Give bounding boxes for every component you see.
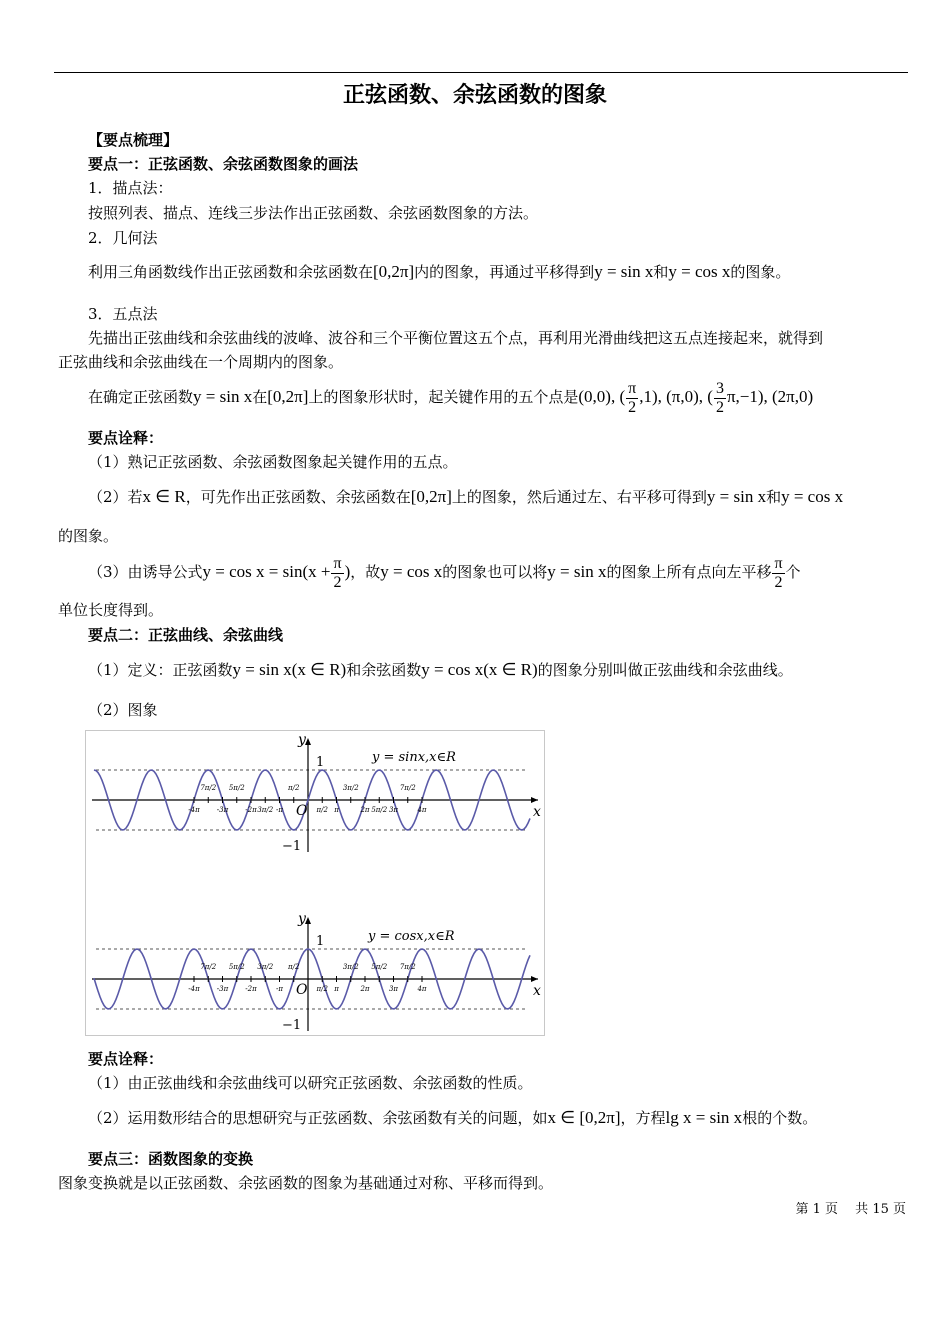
sin-tick-label-4: -2π bbox=[245, 806, 257, 814]
def-cos: y = cos x(x ∈ R) bbox=[421, 660, 538, 679]
cos-tick-label-1: 7π/2 bbox=[200, 963, 217, 971]
cos-tick-label-8: π/2 bbox=[316, 985, 328, 993]
five-text-c: 上的图象形状时，起关键作用的五个点是 bbox=[308, 388, 579, 406]
point1-heading: 要点一：正弦函数、余弦函数图象的画法 bbox=[88, 155, 359, 173]
def-text-c: 的图象分别叫做正弦曲线和余弦曲线。 bbox=[537, 661, 793, 679]
page-footer: 第 1 页 共 15 页 bbox=[795, 1202, 906, 1217]
sin-tick-label-15: 4π bbox=[417, 806, 427, 814]
sin-label-one: 1 bbox=[316, 755, 325, 770]
and-word: 和 bbox=[653, 263, 669, 281]
cos-tick-label-6: -π bbox=[276, 985, 283, 993]
method1-text: 按照列表、描点、连线三步法作出正弦函数、余弦函数图象的方法。 bbox=[88, 204, 539, 222]
five-points-c: π,−1), (2π,0) bbox=[726, 387, 814, 406]
sin-tick-label-10: 3π/2 bbox=[342, 784, 359, 792]
method1-label: 1．描点法： bbox=[88, 179, 173, 197]
five-text-b: 在 bbox=[252, 388, 268, 406]
note2-item-1: （1）由正弦曲线和余弦曲线可以研究正弦函数、余弦函数的性质。 bbox=[88, 1074, 533, 1092]
sin-tick-label-6: -π bbox=[276, 806, 283, 814]
cos-tick-label-12: 5π/2 bbox=[371, 963, 388, 971]
cos-function-label: y = cosx,x∈R bbox=[368, 929, 455, 944]
n3-cos: y = cos x bbox=[380, 562, 443, 581]
cos-tick-label-9: π bbox=[334, 985, 339, 993]
note2-item-2 bbox=[88, 1105, 817, 1131]
fraction-pi-over-2: $\frac{\pi}{2}$ bbox=[628, 379, 637, 416]
point3-heading: 要点三：函数图象的变换 bbox=[88, 1150, 254, 1168]
sin-origin-label: O bbox=[296, 803, 308, 819]
section-outline: 【要点梳理】 bbox=[88, 131, 179, 149]
cos-tick-label-3: 5π/2 bbox=[228, 963, 245, 971]
method3-label: 3．五点法 bbox=[88, 305, 158, 323]
n3-rparen: ) bbox=[344, 562, 351, 581]
n3-text-b: ，故 bbox=[350, 563, 381, 581]
sin-tick-label-1: 7π/2 bbox=[200, 784, 217, 792]
method2-text bbox=[88, 262, 790, 282]
definition-line bbox=[88, 660, 793, 680]
five-points-a: (0,0), ( bbox=[578, 387, 626, 406]
interval-formula: [0,2π] bbox=[373, 262, 415, 281]
page-title: 正弦函数、余弦函数的图象 bbox=[342, 83, 607, 108]
n2-text-b: ，可先作出正弦函数、余弦函数在 bbox=[185, 488, 411, 506]
point3-text: 图象变换就是以正弦函数、余弦函数的图象为基础通过对称、平移而得到。 bbox=[58, 1174, 554, 1192]
sin-tick-label-11: 2π bbox=[360, 806, 370, 814]
n3-formula: y = cos x = sin(x + bbox=[202, 562, 331, 581]
n2-text-c: 上的图象，然后通过左、右平移可得到 bbox=[451, 488, 707, 506]
note-2 bbox=[88, 487, 843, 507]
method3-text-1: 先描出正弦曲线和余弦曲线的波峰、波谷和三个平衡位置这五个点，再利用光滑曲线把这五点连接起来，就得到 bbox=[88, 329, 824, 347]
sin-tick-label-8: π/2 bbox=[316, 806, 328, 814]
note-2-end: 的图象。 bbox=[58, 527, 119, 545]
q2-text-a: （2）运用数形结合的思想研究与正弦函数、余弦函数有关的问题，如 bbox=[88, 1109, 548, 1127]
cos-tick-label-11: 2π bbox=[360, 985, 370, 993]
cos-tick-label-5: 3π/2 bbox=[257, 963, 274, 971]
n2-sin: y = sin x bbox=[706, 487, 767, 506]
sin-formula: y = sin x bbox=[594, 262, 654, 281]
cos-formula: y = cos x bbox=[668, 262, 731, 281]
sin-y-label: y bbox=[298, 732, 306, 748]
sin-tick-label-0: -4π bbox=[188, 806, 200, 814]
q2-equation: lg x = sin x bbox=[665, 1108, 743, 1127]
cos-tick-label-7: π/2 bbox=[288, 963, 300, 971]
n3-text-c: 的图象也可以将 bbox=[442, 563, 548, 581]
five-points-b: ,1), (π,0), ( bbox=[639, 387, 713, 406]
sin-label-neg-one: −1 bbox=[282, 839, 302, 854]
q2-text-b: ，方程 bbox=[620, 1109, 666, 1127]
header-rule bbox=[54, 72, 908, 73]
q2-x-interval: x ∈ [0,2π] bbox=[547, 1108, 621, 1127]
point2-heading: 要点二：正弦曲线、余弦曲线 bbox=[88, 626, 284, 644]
n3-fraction: $\frac{\pi}{2}$ bbox=[333, 554, 342, 591]
n3-text-e: 个 bbox=[785, 563, 801, 581]
five-text-a: 在确定正弦函数 bbox=[88, 388, 194, 406]
n3-sin: y = sin x bbox=[547, 562, 607, 581]
def-text-b: 和余弦函数 bbox=[346, 661, 422, 679]
graphs-svg bbox=[86, 731, 544, 1035]
n3-shift-fraction: $\frac{\pi}{2}$ bbox=[774, 554, 783, 591]
cos-tick-label-10: 3π/2 bbox=[342, 963, 359, 971]
n3-text-d: 的图象上所有点向左平移 bbox=[606, 563, 772, 581]
m2-text-a: 利用三角函数线作出正弦函数和余弦函数在 bbox=[88, 263, 374, 281]
sine-cosine-figure bbox=[85, 730, 545, 1036]
note2-heading: 要点诠释： bbox=[88, 1050, 164, 1068]
cos-label-one: 1 bbox=[316, 934, 325, 949]
def-text-a: （1）定义：正弦函数 bbox=[88, 661, 233, 679]
m2-text-b: 内的图象，再通过平移得到 bbox=[414, 263, 595, 281]
cos-tick-label-0: -4π bbox=[188, 985, 200, 993]
cos-tick-label-13: 3π bbox=[388, 985, 399, 993]
q2-text-c: 根的个数。 bbox=[742, 1109, 818, 1127]
five-points-line bbox=[88, 378, 813, 417]
method3-text-2: 正弦曲线和余弦曲线在一个周期内的图象。 bbox=[58, 353, 344, 371]
note-1: （1）熟记正弦函数、余弦函数图象起关键作用的五点。 bbox=[88, 453, 458, 471]
n2-and: 和 bbox=[766, 488, 782, 506]
sin-function-label: y = sinx,x∈R bbox=[372, 750, 456, 765]
sin-tick-label-2: -3π bbox=[216, 806, 229, 814]
five-sin-formula: y = sin x bbox=[193, 387, 253, 406]
cos-tick-label-2: -3π bbox=[216, 985, 229, 993]
five-interval: [0,2π] bbox=[267, 387, 309, 406]
note-3 bbox=[88, 552, 801, 592]
sin-tick-label-13: 3π bbox=[388, 806, 399, 814]
n2-interval: [0,2π] bbox=[410, 487, 452, 506]
note-3-end: 单位长度得到。 bbox=[58, 601, 164, 619]
sin-tick-label-3: 5π/2 bbox=[228, 784, 245, 792]
sin-tick-label-5: 3π/2 bbox=[257, 806, 274, 814]
cos-x-arrow bbox=[531, 976, 538, 982]
cos-tick-label-4: -2π bbox=[245, 985, 257, 993]
n3-text-a: （3）由诱导公式 bbox=[88, 563, 203, 581]
cos-label-neg-one: −1 bbox=[282, 1018, 302, 1033]
cos-tick-label-15: 4π bbox=[417, 985, 427, 993]
cos-x-label: x bbox=[533, 983, 541, 999]
sin-tick-label-9: π bbox=[334, 806, 339, 814]
cos-y-label: y bbox=[298, 911, 306, 927]
def-sin: y = sin x(x ∈ R) bbox=[232, 660, 347, 679]
n2-text-a: （2）若 bbox=[88, 488, 143, 506]
note-heading: 要点诠释： bbox=[88, 429, 164, 447]
fraction-3-over-2: $\frac{3}{2}$ bbox=[715, 379, 724, 416]
cos-origin-label: O bbox=[296, 982, 308, 998]
cos-tick-label-14: 7π/2 bbox=[399, 963, 416, 971]
sin-tick-label-12: 5π/2 bbox=[371, 806, 388, 814]
sin-x-arrow bbox=[531, 797, 538, 803]
x-in-r: x ∈ R bbox=[142, 487, 186, 506]
sin-x-label: x bbox=[533, 804, 541, 820]
image-label: （2）图象 bbox=[88, 701, 158, 719]
m2-text-c: 的图象。 bbox=[730, 263, 791, 281]
sin-tick-label-14: 7π/2 bbox=[399, 784, 416, 792]
sin-tick-label-7: π/2 bbox=[288, 784, 300, 792]
method2-label: 2．几何法 bbox=[88, 229, 158, 247]
n2-cos: y = cos x bbox=[781, 487, 844, 506]
